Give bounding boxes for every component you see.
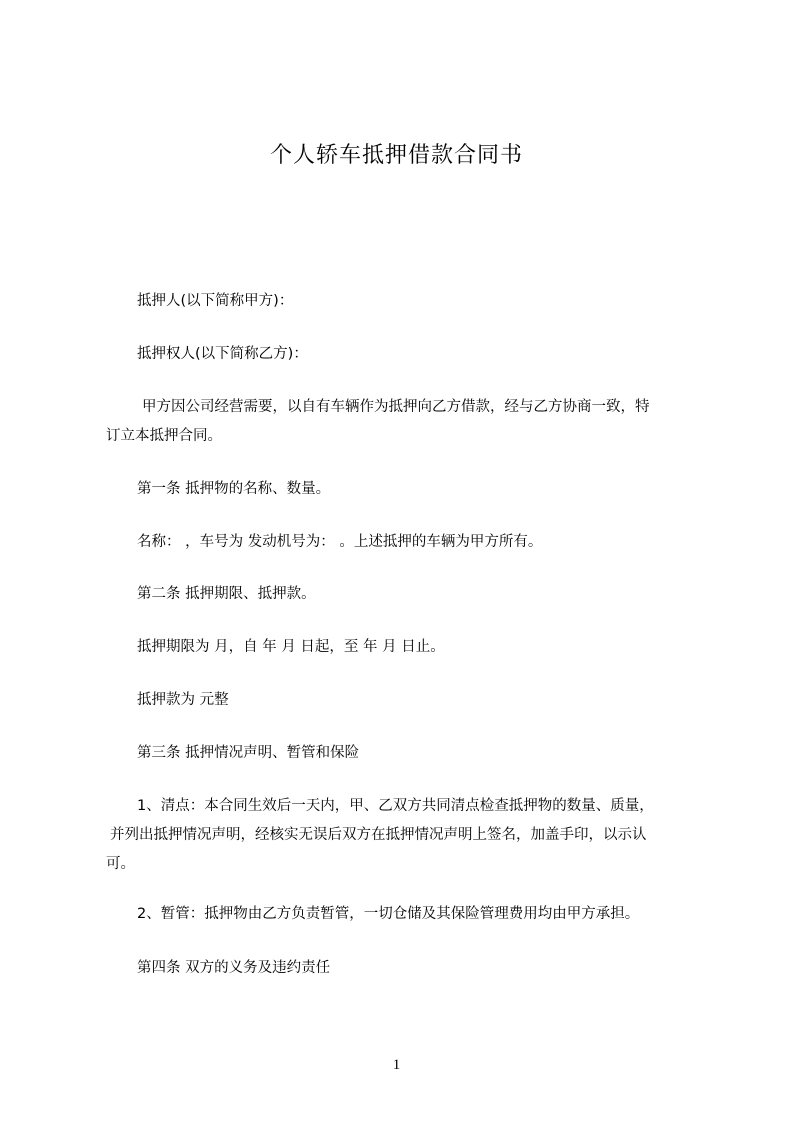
article4-heading: 第四条 双方的义务及违约责任 <box>137 960 331 976</box>
article3-item1-line-3: 可。 <box>106 856 135 872</box>
article2-heading: 第二条 抵押期限、抵押款。 <box>137 586 316 602</box>
article3-item2: 2、暂管：抵押物由乙方负责暂管，一切仓储及其保险管理费用均由甲方承担。 <box>137 906 640 922</box>
article3-heading: 第三条 抵押情况声明、暂管和保险 <box>137 745 360 761</box>
article1-body: 名称： ，车号为 发动机号为： 。上述抵押的车辆为甲方所有。 <box>137 534 543 550</box>
page-number: 1 <box>392 1057 401 1073</box>
article2-amount: 抵押款为 元整 <box>137 692 229 708</box>
article1-heading: 第一条 抵押物的名称、数量。 <box>137 481 331 497</box>
mortgagor-line: 抵押人(以下简称甲方)： <box>137 293 294 309</box>
mortgagee-line: 抵押权人(以下简称乙方)： <box>137 346 308 362</box>
article3-item1-line-1: 1、清点：本合同生效后一天内，甲、乙双方共同清点检查抵押物的数量、质量， <box>137 798 654 814</box>
article3-item1-line-2: 并列出抵押情况声明，经核实无误后双方在抵押情况声明上签名，加盖手印，以示认 <box>110 827 647 843</box>
preamble-line-1: 甲方因公司经营需要，以自有车辆作为抵押向乙方借款，经与乙方协商一致，特 <box>142 399 650 415</box>
preamble-line-2: 订立本抵押合同。 <box>106 428 222 444</box>
document-title: 个人轿车抵押借款合同书 <box>269 143 523 168</box>
article2-term: 抵押期限为 月，自 年 月 日起，至 年 月 日止。 <box>137 639 445 655</box>
